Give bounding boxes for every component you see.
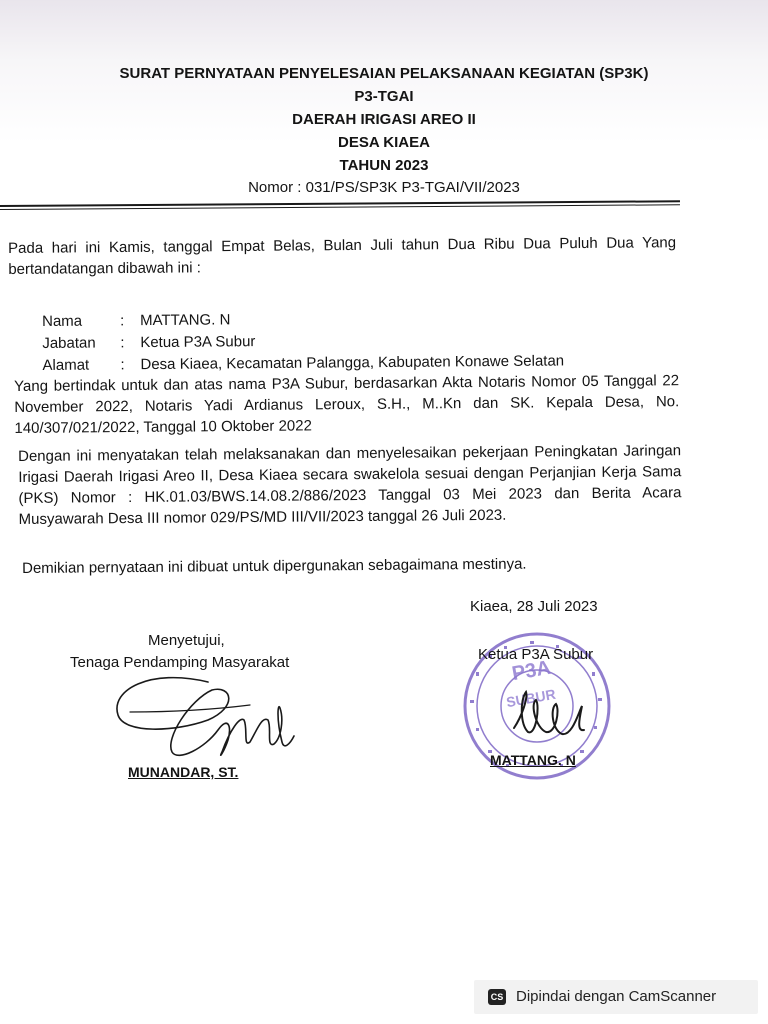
- authority-paragraph: Yang bertindak untuk dan atas nama P3A Subur, berdasarkan Akta Notaris Nomor 05 Tanggal 22 November 2022, Notaris Yadi Ardianus Leroux, S.H., M..Kn dan SK. Kepala Desa, No. 140/307/021/2022, Tanggal 10 Oktober 2022: [14, 372, 680, 437]
- camscanner-logo-icon: CS: [488, 989, 506, 1005]
- place-date: Kiaea, 28 Juli 2023: [470, 598, 598, 615]
- stamp-inner-text: SUBUR: [504, 685, 557, 711]
- opening-paragraph: Pada hari ini Kamis, tanggal Empat Belas, Bulan Juli tahun Dua Ribu Dua Puluh Dua Yang bertandatangan dibawah ini :: [8, 234, 677, 278]
- camscanner-text: Dipindai dengan CamScanner: [516, 988, 717, 1005]
- chairman-title: Ketua P3A Subur: [478, 646, 594, 663]
- heading-program: P3-TGAI: [354, 88, 414, 105]
- identity-separator: :: [120, 356, 125, 374]
- identity-separator: :: [120, 312, 125, 330]
- closing-paragraph: Demikian pernyataan ini dibuat untuk dipergunakan sebagaimana mestinya.: [22, 555, 527, 577]
- identity-label: Nama: [42, 312, 83, 330]
- document-number: Nomor : 031/PS/SP3K P3-TGAI/VII/2023: [248, 179, 520, 196]
- heading-irrigation-area: DAERAH IRIGASI AREO II: [292, 111, 476, 128]
- identity-value: Desa Kiaea, Kecamatan Palangga, Kabupaten Konawe Selatan: [140, 352, 565, 374]
- identity-value: MATTANG. N: [140, 311, 231, 330]
- heading-village: DESA KIAEA: [338, 134, 430, 151]
- stamp-center-text: P3A: [510, 656, 553, 686]
- approval-label: Menyetujui,: [148, 632, 225, 649]
- identity-separator: :: [120, 334, 125, 352]
- facilitator-name: MUNANDAR, ST.: [128, 764, 239, 780]
- camscanner-watermark: [474, 980, 758, 1014]
- statement-paragraph: Dengan ini menyatakan telah melaksanakan dan menyelesaikan pekerjaan Peningkatan Jaringan Irigasi Daerah Irigasi Areo II, Desa Kiaea secara swakelola sesuai dengan Perjanjian Kerja Sama (PKS) Nomor : HK.01.03/BWS.14.08.2/886/2023 Tanggal 03 Mei 2023 dan Berita Acara Musyawarah Desa III nomor 029/PS/MD III/VII/2023 tanggal 26 Juli 2023.: [18, 442, 682, 528]
- heading-year: TAHUN 2023: [339, 157, 429, 174]
- chairman-name: MATTANG. N: [490, 752, 576, 768]
- facilitator-title: Tenaga Pendamping Masyarakat: [70, 654, 290, 671]
- heading-title: SURAT PERNYATAAN PENYELESAIAN PELAKSANAAN KEGIATAN (SP3K): [119, 65, 649, 82]
- identity-value: Ketua P3A Subur: [140, 333, 256, 352]
- identity-label: Jabatan: [42, 334, 96, 352]
- identity-label: Alamat: [42, 356, 90, 374]
